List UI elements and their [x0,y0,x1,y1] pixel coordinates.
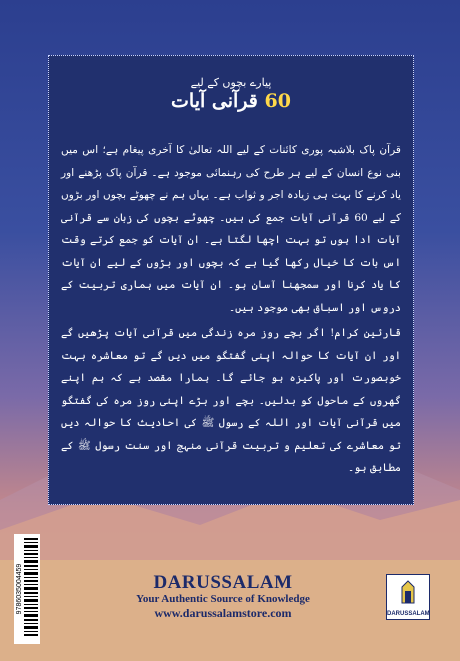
description-text [61,139,401,483]
publisher-brand [98,572,348,621]
publisher-name: DARUSSALAM [153,572,293,593]
book-subtitle: پیارے بچوں کے لیے [190,76,272,89]
barcode [14,534,40,644]
book-logo-icon [387,577,429,611]
publisher-logo [386,574,430,620]
barcode-number: 9786035004459 [16,563,23,615]
paragraph: قارئین کرام! اگر بچے روز مرہ زندگی میں قرآنی آیات پڑھیں گے اور ان آیات کا حوالہ اپنی گفتگو میں دیں گے تو معاشرہ بہت خوبصورت اور پاکیزہ ہو جائے گا۔ ہمارا مقصد ہے کہ ہم اپنے گھروں کے ماحول کو بدلیں۔ بچے اور بڑے اپنی روز مرہ کی گفتگو میں قرآنی آیات اور اللہ کے رسول ﷺ کی احادیث کا حوالہ دیں تو معاشرے کی تعلیم و تربیت قرآنی منہج اور سنت رسول ﷺ کے مطابق ہو۔ [61,327,401,474]
title-text: قرآنی آیات [171,90,258,112]
paragraph: قرآن پاک بلاشبہ پوری کائنات کے لیے اللہ تعالیٰ کا آخری پیغام ہے؛ اس میں بنی نوع انسان کے لیے ہر طرح کی رہنمائی موجود ہے۔ قرآن پاک پڑھنے اور یاد کرنے کا بہت ہی زیادہ اجر و ثواب ہے۔ یہاں ہم نے چھوٹے بچوں اور بڑوں کے لیے 60 قرآنی آیات جمع کی ہیں۔ چھوٹے بچوں کی زبان سے قرآنی آیات ادا ہوں تو بہت اچھا لگتا ہے۔ ان آیات کو جمع کرتے وقت اس بات کا خیال رکھا گیا ہے کہ بچوں اور بڑوں کے لیے ان آیات کا یاد کرنا اور سمجھنا آسان ہو۔ ان آیات میں ہماری تربیت کے دروس اور اسباق بھی موجود ہیں۔ [61,144,401,314]
content-panel [48,55,414,505]
book-title [49,90,413,112]
publisher-tagline: Your Authentic Source of Knowledge [136,593,310,605]
title-number: 60 [264,90,291,112]
logo-label: DARUSSALAM [387,611,430,617]
publisher-url: www.darussalamstore.com [154,606,292,620]
